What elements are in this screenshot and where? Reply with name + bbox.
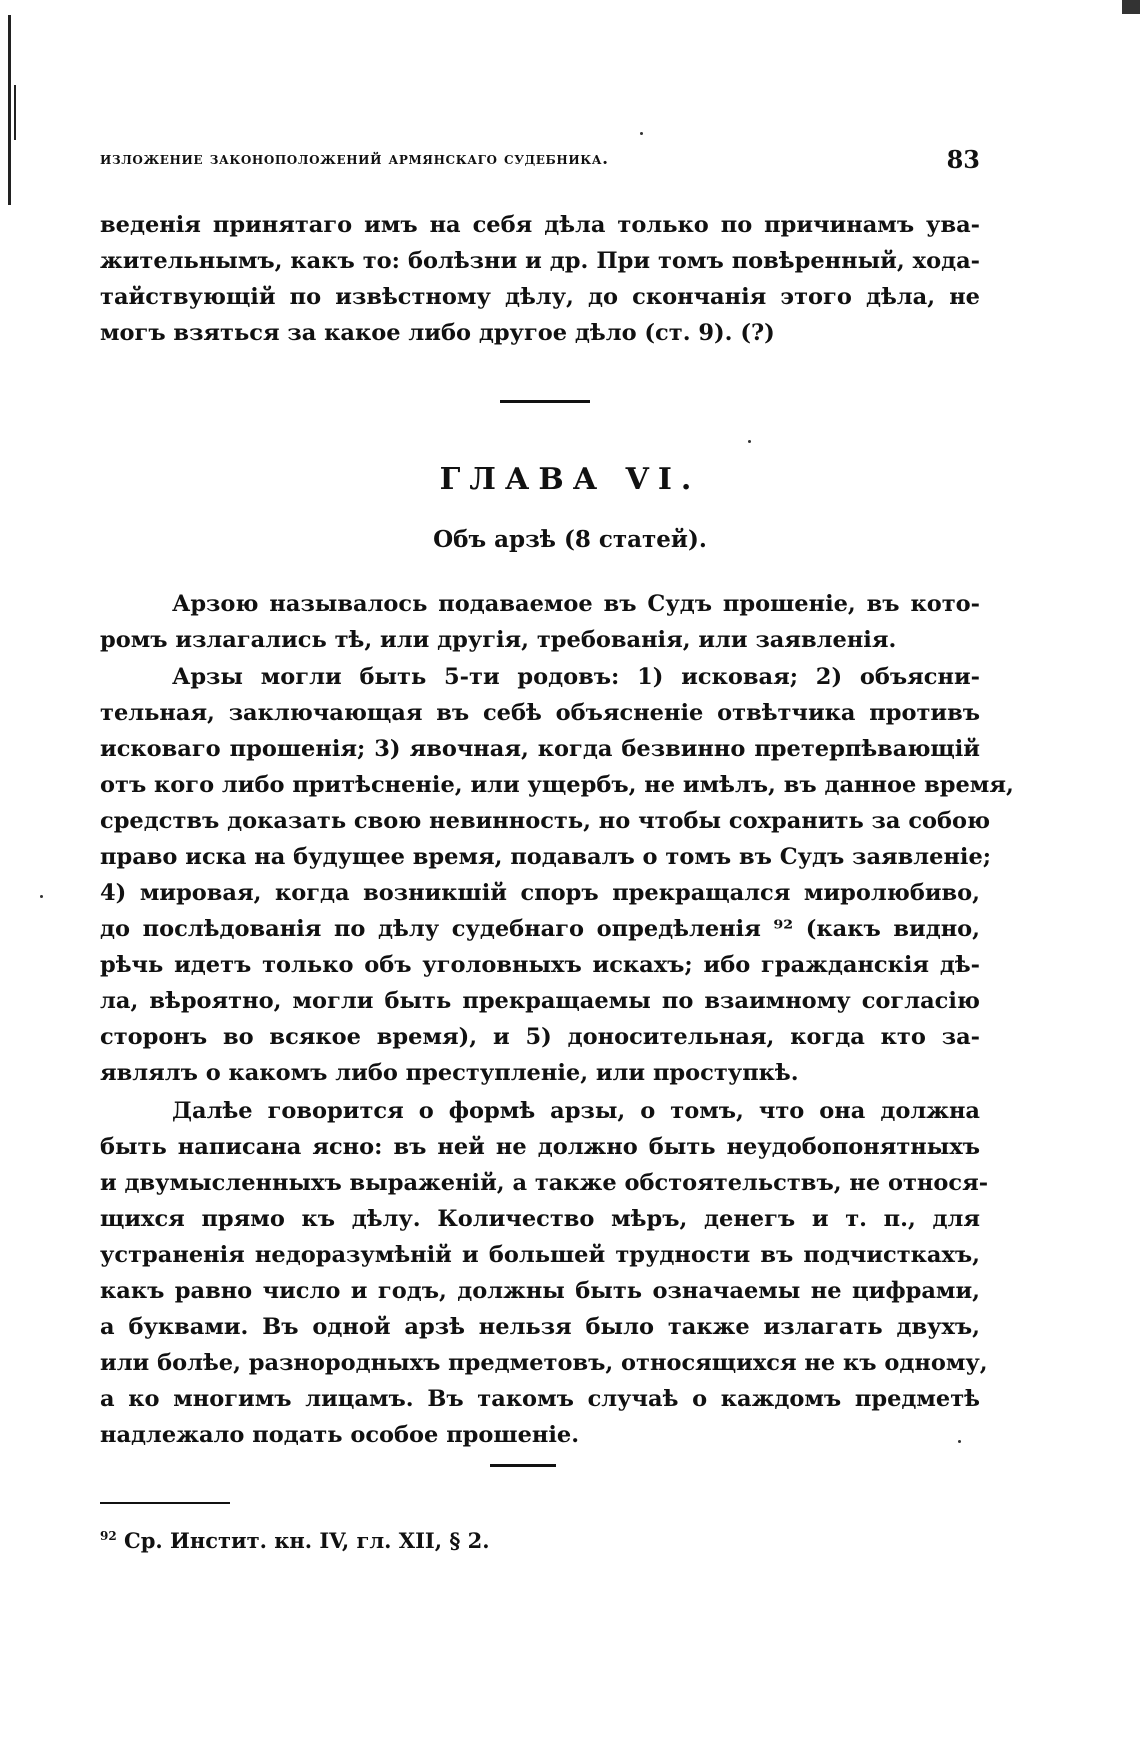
text-line: ромъ излагались тѣ, или другія, требованія, или заявленія. [100,627,897,653]
text-line: какъ равно число и годъ, должны быть означаемы не цифрами, [100,1278,980,1304]
text-line: щихся прямо къ дѣлу. Количество мѣръ, денегъ и т. п., для [100,1206,980,1232]
chapter-subtitle: Объ арзѣ (8 статей). [433,526,707,553]
scan-speck [748,440,751,443]
text-line: рѣчь идетъ только объ уголовныхъ искахъ; ибо гражданскія дѣ- [100,952,980,978]
scan-speck [958,1440,961,1443]
text-line: сторонъ во всякое время), и 5) доносительная, когда кто за- [100,1024,980,1050]
chapter-title: ГЛАВА VI. [439,462,701,497]
page-number: 83 [946,145,980,174]
footnote-number: 92 [100,1529,117,1543]
text-line: могъ взяться за какое либо другое дѣло (ст. 9). (?) [100,320,775,346]
end-divider [490,1464,556,1467]
text-line: право иска на будущее время, подавалъ о томъ въ Судъ заявленіе; [100,844,992,870]
section-divider [500,400,590,403]
text-line: Арзы могли быть 5-ти родовъ: 1) исковая; 2) объясни- [172,664,980,690]
text-line: исковаго прошенія; 3) явочная, когда безвинно претерпѣвающій [100,736,980,762]
scan-speck [640,132,643,135]
footnote-rule [100,1502,230,1504]
text-line: Далѣе говорится о формѣ арзы, о томъ, что она должна [172,1098,980,1124]
text-line: устраненія недоразумѣній и большей трудности въ подчисткахъ, [100,1242,980,1268]
text-line: ла, вѣроятно, могли быть прекращаемы по взаимному согласію [100,988,980,1014]
text-line: а буквами. Въ одной арзѣ нельзя было также излагать двухъ, [100,1314,980,1340]
text-line: надлежало подать особое прошеніе. [100,1422,580,1448]
text-line: тельная, заключающая въ себѣ объясненіе отвѣтчика противъ [100,700,980,726]
text-line: или болѣе, разнородныхъ предметовъ, относящихся не къ одному, [100,1350,988,1376]
text-line: отъ кого либо притѣсненіе, или ущербъ, не имѣлъ, въ данное время, [100,772,1014,798]
text-line: жительнымъ, какъ то: болѣзни и др. При томъ повѣренный, хода- [100,248,980,274]
running-head-title: изложение законоположений армянскаго судебника. [100,149,609,169]
text-line: и двумысленныхъ выраженій, а также обстоятельствъ, не относя- [100,1170,989,1196]
scan-edge-line [8,15,11,205]
text-line: до послѣдованія по дѣлу судебнаго опредѣленія ⁹² (какъ видно, [100,916,980,942]
text-line: 4) мировая, когда возникшій споръ прекращался миролюбиво, [100,880,980,906]
text-line: являлъ о какомъ либо преступленіе, или проступкѣ. [100,1060,799,1086]
running-head [100,145,980,175]
text-line: тайствующій по извѣстному дѣлу, до скончанія этого дѣла, не [100,284,980,310]
scan-edge-line [14,85,16,140]
text-line: средствъ доказать свою невинность, но чтобы сохранить за собою [100,808,991,834]
text-line: быть написана ясно: въ ней не должно быть неудобопонятныхъ [100,1134,980,1160]
footnote-text: Ср. Инстит. кн. IV, гл. XII, § 2. [124,1528,490,1553]
scan-corner-mark [1122,0,1140,14]
text-line: Арзою называлось подаваемое въ Судъ прошеніе, въ кото- [172,591,980,617]
text-line: а ко многимъ лицамъ. Въ такомъ случаѣ о каждомъ предметѣ [100,1386,980,1412]
text-line: веденія принятаго имъ на себя дѣла только по причинамъ ува- [100,212,980,238]
footnote [100,1528,490,1553]
scan-speck [40,895,43,898]
